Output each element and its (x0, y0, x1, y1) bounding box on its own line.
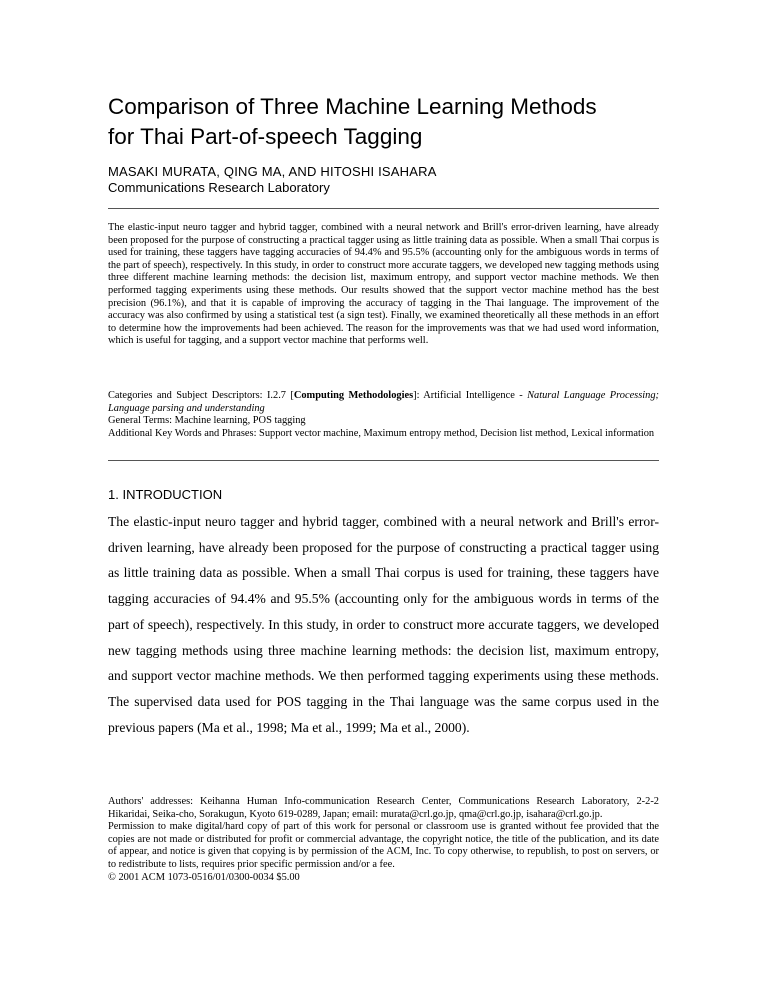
categories-descriptor (108, 390, 659, 415)
paper-title (108, 92, 659, 152)
metadata-divider (108, 460, 659, 461)
permission-notice: Permission to make digital/hard copy of part of this work for personal or classroom use is granted without fee provided that the copies are not made or distributed for profit or commercial advantage, the copyright notice, the title of the publication, and its date of appear, and notice is given that copying is by permission of the ACM, Inc. To copy otherwise, to republish, to post on servers, or to redistribute to lists, requires prior specific permission and/or a fee. (108, 821, 659, 870)
title-line-2: for Thai Part-of-speech Tagging (108, 124, 423, 149)
abstract: The elastic-input neuro tagger and hybrid tagger, combined with a neural network and Brill's error-driven learning, have already been proposed for the purpose of constructing a practical tagger using as little training data as possible. When a small Thai corpus is used for training, these taggers have tagging accuracies of 94.4% and 95.5% (accounting only for the ambiguous words in terms of the part of speech), respectively. In this study, in order to construct more accurate taggers, we developed new tagging methods using three different machine learning methods: the decision list, maximum entropy, and support vector machine methods. We then performed tagging experiments using these methods. Our results showed that the support vector machine method has the best precision (96.1%), and that it is capable of improving the accuracy of tagging in the Thai language. The improvement of the accuracy was also confirmed by using a statistical test (a sign test). Finally, we examined theoretically all these methods in an effort to determine how the improvements had been achieved. The reason for the improvements was that we had used word information, which is useful for tagging, and a support vector machine that performs well. (108, 222, 659, 347)
categories-bold: Computing Methodologies (293, 390, 414, 401)
general-terms: General Terms: Machine learning, POS tagging (108, 415, 306, 427)
metadata-block (108, 390, 659, 440)
keywords: Additional Key Words and Phrases: Support vector machine, Maximum entropy method, Decision list method, Lexical information (108, 427, 655, 439)
header-divider (108, 208, 659, 209)
author-addresses: Authors' addresses: Keihanna Human Info-communication Research Center, Communications Research Laboratory, 2-2-2 Hikaridai, Seika-cho, Sorakugun, Kyoto 619-0289, Japan; email: murata@crl.go.jp, qma@crl.go.jp, isahara@crl.go.jp. (108, 796, 659, 820)
footnote-block (108, 796, 659, 884)
categories-italic: Natural Language Processing; Language parsing and understanding (108, 390, 660, 414)
author-list: MASAKI MURATA, QING MA, AND HITOSHI ISAHARA (108, 164, 437, 179)
categories-middle: ]: Artificial Intelligence - (413, 390, 528, 401)
copyright-line: © 2001 ACM 1073-0516/01/0300-0034 $5.00 (108, 871, 300, 883)
title-line-1: Comparison of Three Machine Learning Methods (108, 94, 597, 119)
categories-prefix: Categories and Subject Descriptors: I.2.7 [ (108, 390, 294, 401)
affiliation: Communications Research Laboratory (108, 180, 330, 195)
section-heading: 1. INTRODUCTION (108, 487, 223, 502)
section-body: The elastic-input neuro tagger and hybrid tagger, combined with a neural network and Brill's error-driven learning, have already been proposed for the purpose of constructing a practical tagger using as little training data as possible. When a small Thai corpus is used for training, these taggers have tagging accuracies of 94.4% and 95.5% (accounting only for the ambiguous words in terms of the part of speech), respectively. In this study, in order to construct more accurate taggers, we developed new tagging methods using three machine learning methods: the decision list, maximum entropy, and support vector machine methods. We then performed tagging experiments using these methods. The supervised data used for POS tagging in the Thai language was the same corpus used in the previous papers (Ma et al., 1998; Ma et al., 1999; Ma et al., 2000). (108, 514, 659, 735)
